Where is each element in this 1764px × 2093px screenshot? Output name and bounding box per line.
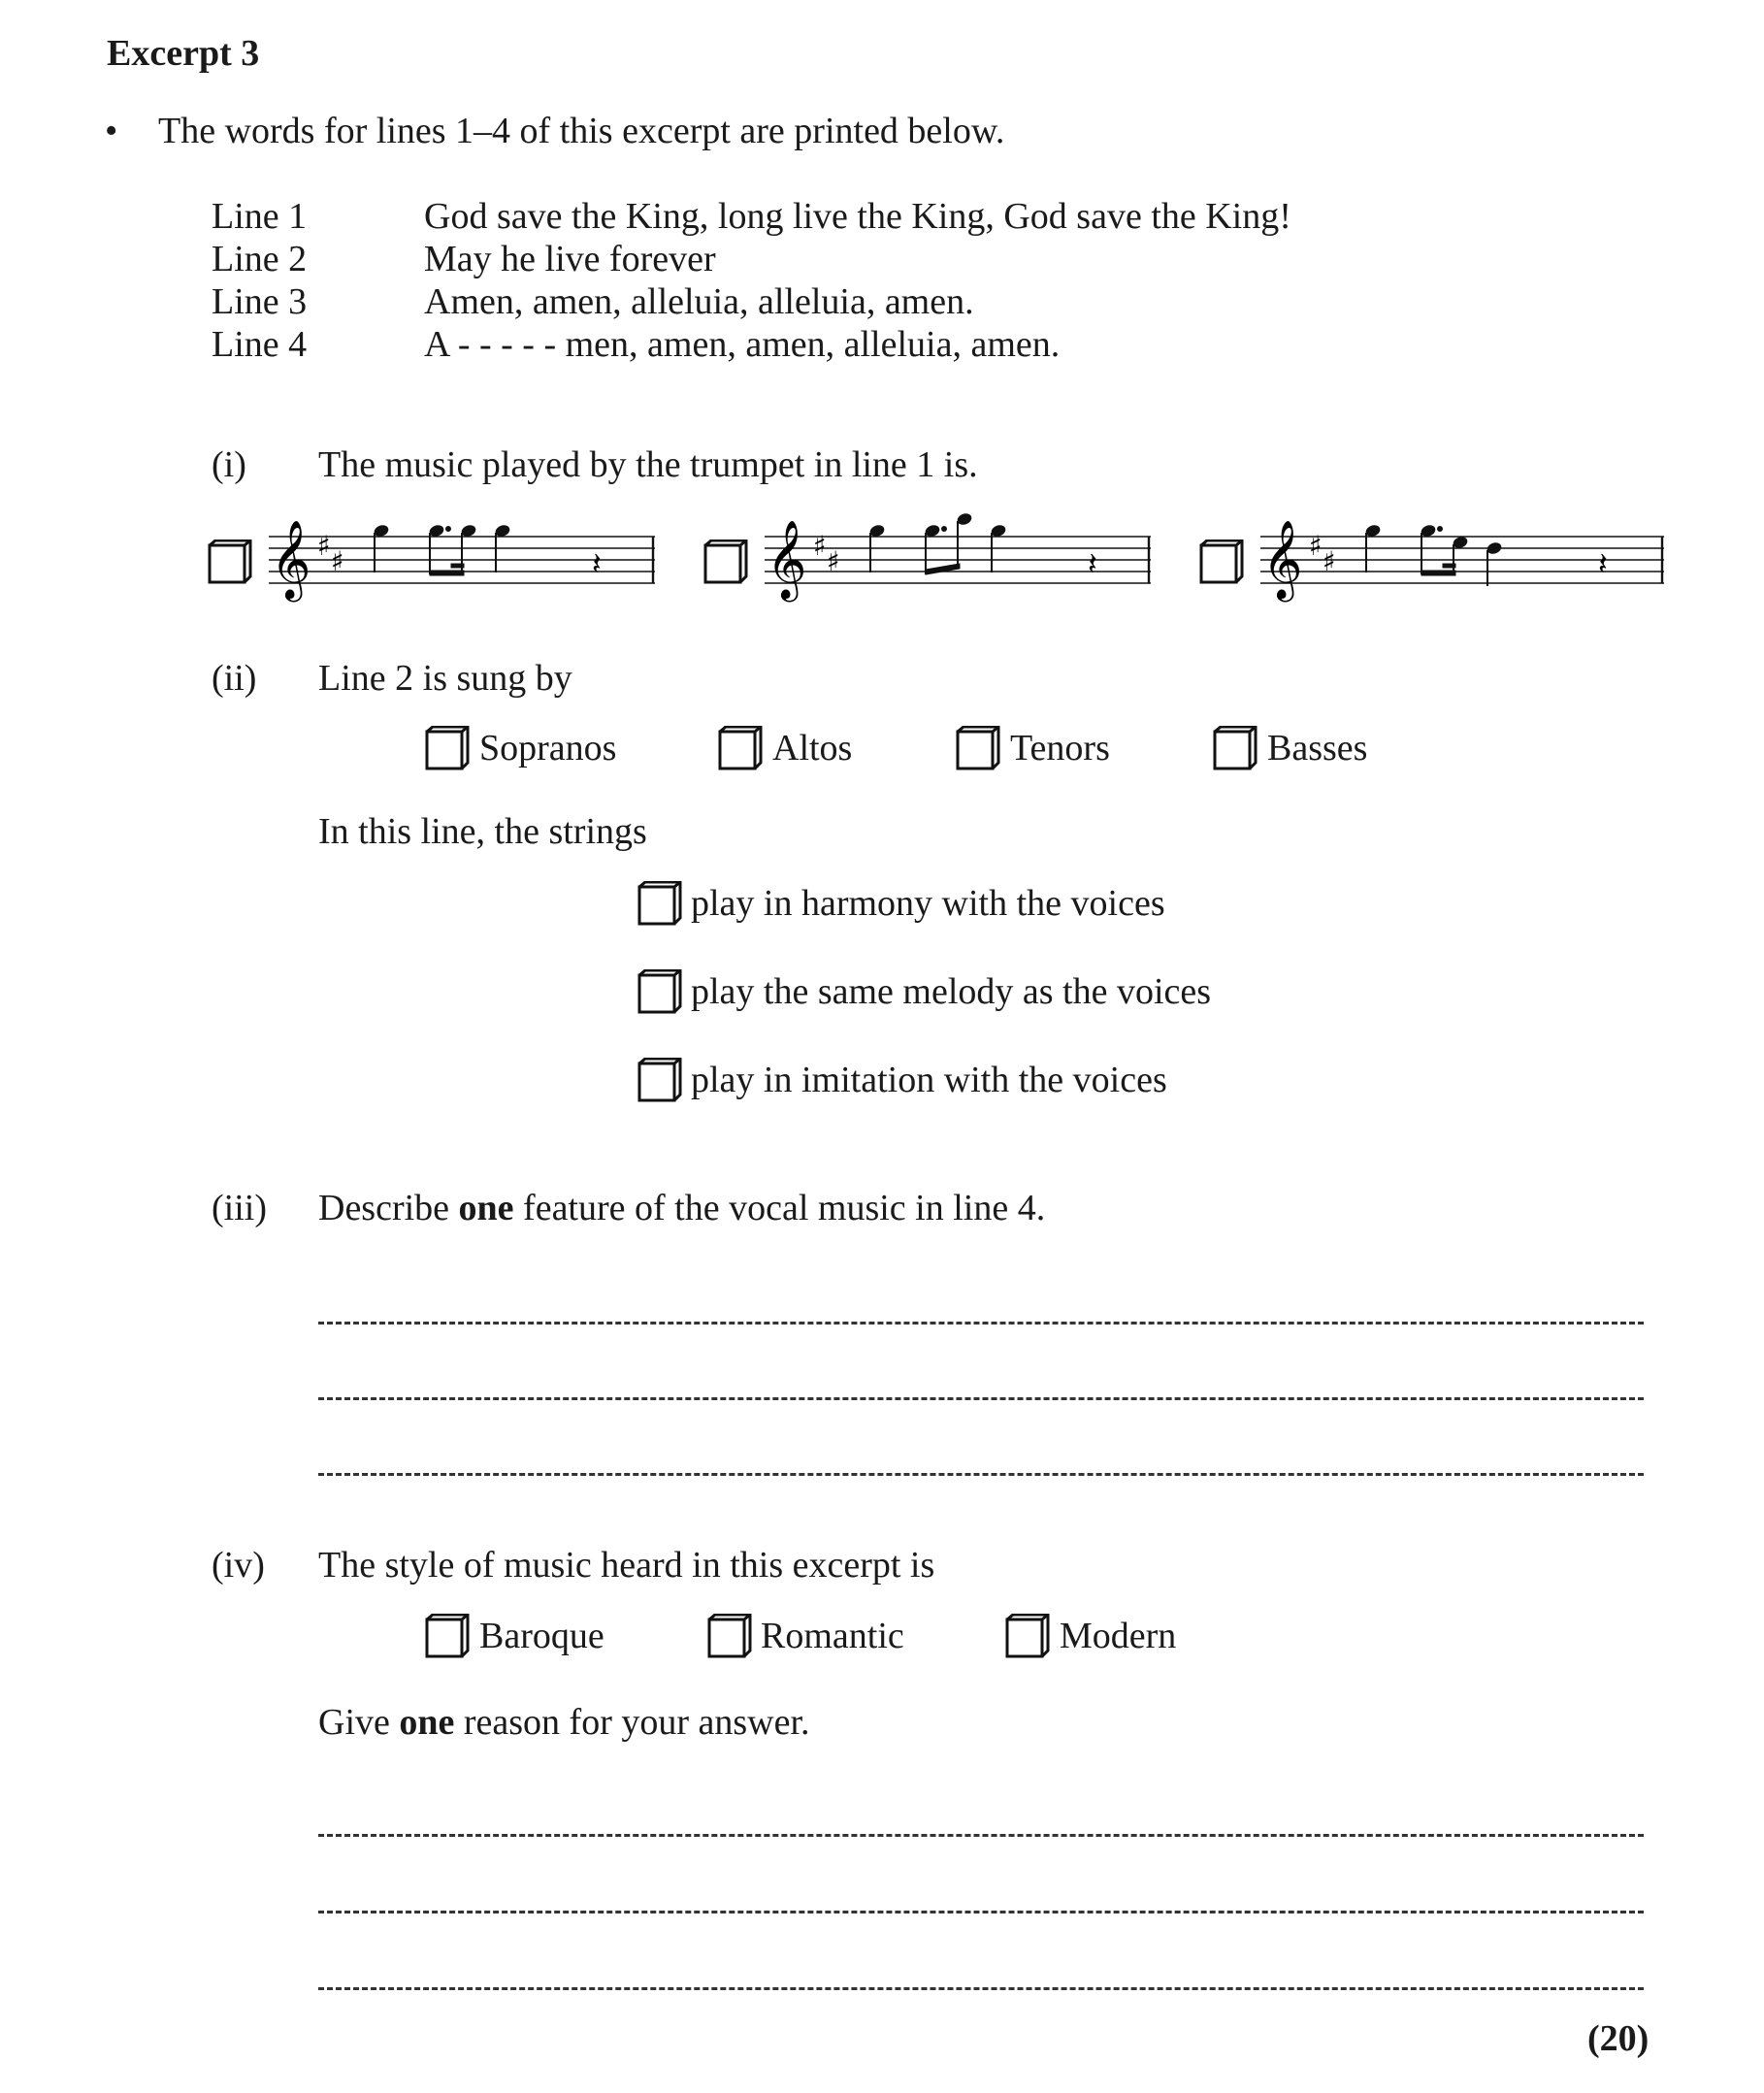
- sharp-icon: ♯: [1309, 530, 1323, 562]
- quarter-rest-icon: 𝄽: [1598, 545, 1608, 582]
- prompt-emphasis: one: [458, 1188, 514, 1228]
- strings-option-label: play in harmony with the voices: [691, 883, 1165, 924]
- checkbox-notation-c[interactable]: [1199, 540, 1244, 584]
- style-label-baroque: Baroque: [479, 1616, 604, 1656]
- voice-label-basses: Basses: [1267, 728, 1368, 769]
- lyric-label: Line 3: [212, 281, 308, 322]
- checkbox-notation-a[interactable]: [208, 540, 252, 584]
- sharp-icon: ♯: [317, 530, 331, 562]
- question-prompt: Line 2 is sung by: [318, 658, 572, 699]
- lyric-label: Line 4: [212, 324, 308, 365]
- prompt-emphasis: one: [399, 1702, 455, 1743]
- prompt-text: feature of the vocal music in line 4.: [513, 1188, 1046, 1228]
- checkbox-modern[interactable]: [1005, 1614, 1050, 1658]
- intro-bullet: •: [105, 111, 118, 151]
- answer-line[interactable]: [318, 1834, 1644, 1837]
- checkbox-tenors[interactable]: [956, 726, 1000, 770]
- checkbox-sopranos[interactable]: [425, 726, 470, 770]
- reason-prompt: [318, 1700, 810, 1745]
- checkbox-strings-harmony[interactable]: [637, 881, 682, 926]
- lyric-text: A - - - - - men, amen, amen, alleluia, amen.: [424, 324, 1061, 365]
- voice-label-altos: Altos: [772, 728, 853, 769]
- checkbox-basses[interactable]: [1213, 726, 1258, 770]
- quarter-rest-icon: 𝄽: [1088, 545, 1097, 582]
- voice-label-sopranos: Sopranos: [479, 728, 617, 769]
- strings-option-label: play in imitation with the voices: [691, 1060, 1167, 1100]
- question-number: (ii): [212, 658, 257, 699]
- sharp-icon: ♯: [331, 545, 344, 577]
- style-label-romantic: Romantic: [761, 1616, 904, 1656]
- answer-line[interactable]: [318, 1322, 1644, 1324]
- checkbox-romantic[interactable]: [707, 1614, 752, 1658]
- question-number: (iii): [212, 1188, 267, 1228]
- sharp-icon: ♯: [827, 545, 840, 577]
- marks-total: (20): [1587, 2018, 1650, 2059]
- checkbox-altos[interactable]: [718, 726, 763, 770]
- question-prompt: [318, 1186, 1045, 1230]
- treble-clef-icon: 𝄞: [767, 519, 807, 599]
- quarter-rest-icon: 𝄽: [592, 545, 602, 582]
- answer-line[interactable]: [318, 1473, 1644, 1476]
- intro-text: The words for lines 1–4 of this excerpt are printed below.: [158, 111, 1005, 151]
- answer-line[interactable]: [318, 1987, 1644, 1990]
- answer-line[interactable]: [318, 1911, 1644, 1913]
- lyric-label: Line 2: [212, 239, 308, 279]
- treble-clef-icon: 𝄞: [1262, 519, 1303, 599]
- prompt-text: Describe: [318, 1188, 459, 1228]
- question-number: (i): [212, 444, 246, 485]
- lyric-text: Amen, amen, alleluia, alleluia, amen.: [424, 281, 974, 322]
- question-number: (iv): [212, 1545, 265, 1586]
- notation-b-staff: [763, 505, 1151, 611]
- style-label-modern: Modern: [1060, 1616, 1177, 1656]
- checkbox-strings-same-melody[interactable]: [637, 969, 682, 1014]
- sharp-icon: ♯: [1323, 545, 1336, 577]
- excerpt-title: Excerpt 3: [107, 33, 260, 74]
- question-prompt: The style of music heard in this excerpt is: [318, 1545, 935, 1586]
- answer-line[interactable]: [318, 1397, 1644, 1400]
- prompt-text: Give: [318, 1702, 400, 1743]
- checkbox-baroque[interactable]: [425, 1614, 470, 1658]
- sharp-icon: ♯: [813, 530, 827, 562]
- notation-c-staff: [1258, 505, 1666, 611]
- prompt-text: reason for your answer.: [454, 1702, 810, 1743]
- voice-label-tenors: Tenors: [1010, 728, 1110, 769]
- treble-clef-icon: 𝄞: [271, 519, 311, 599]
- notation-a-staff: [267, 505, 655, 611]
- checkbox-notation-b[interactable]: [703, 540, 748, 584]
- checkbox-strings-imitation[interactable]: [637, 1058, 682, 1102]
- lyric-text: May he live forever: [424, 239, 716, 279]
- lyric-label: Line 1: [212, 196, 308, 237]
- lyric-text: God save the King, long live the King, God save the King!: [424, 196, 1291, 237]
- strings-prompt: In this line, the strings: [318, 811, 647, 852]
- strings-option-label: play the same melody as the voices: [691, 971, 1212, 1012]
- question-prompt: The music played by the trumpet in line 1 is.: [318, 444, 978, 485]
